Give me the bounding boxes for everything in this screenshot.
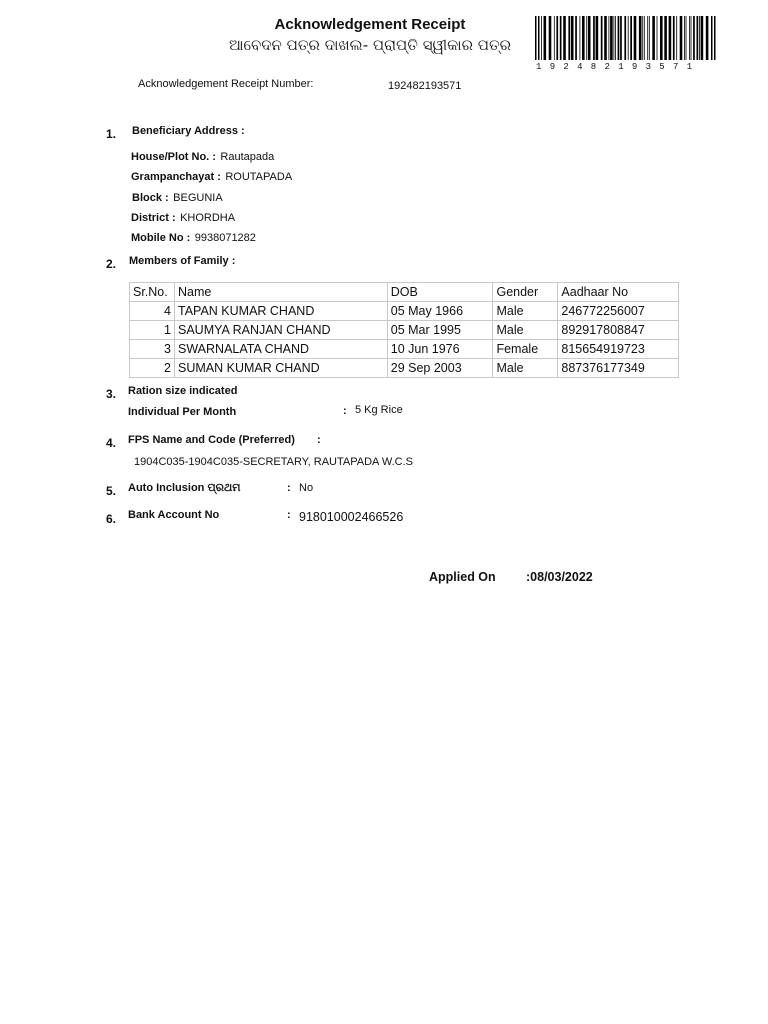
- district-value: KHORDHA: [180, 212, 236, 224]
- grampanchayat-value: ROUTAPADA: [225, 171, 293, 183]
- cell-srno: 3: [130, 340, 175, 359]
- barcode-bar: [657, 16, 658, 60]
- barcode-bar: [582, 16, 585, 60]
- members-table: [129, 282, 679, 378]
- ration-size-value: 5 Kg Rice: [355, 404, 403, 416]
- barcode-bar: [541, 16, 542, 60]
- page-title: Acknowledgement Receipt: [274, 16, 466, 33]
- house-label: House/Plot No. :: [131, 151, 216, 163]
- page-subtitle-odia: ଆବେଦନ ପତ୍ର ଦାଖଲ- ପ୍ରାପ୍ତି ସ୍ୱୀକାର ପତ୍ର: [228, 36, 512, 54]
- barcode-bar: [620, 16, 622, 60]
- bank-account-value: 918010002466526: [299, 510, 404, 524]
- barcode-bar: [580, 16, 581, 60]
- cell-srno: 1: [130, 321, 175, 340]
- barcode-bar: [593, 16, 595, 60]
- cell-aadhaar: 815654919723: [558, 340, 679, 359]
- barcode-bar: [652, 16, 655, 60]
- barcode-bar: [615, 16, 616, 60]
- mobile-row: [131, 228, 256, 246]
- section-4-number: 4.: [106, 436, 117, 450]
- barcode-bar: [575, 16, 577, 60]
- barcode-bar: [624, 16, 626, 60]
- barcode-bar: [586, 16, 587, 60]
- block-row: [132, 188, 223, 206]
- barcode-bar: [649, 16, 650, 60]
- fps-title: FPS Name and Code (Preferred): [128, 434, 295, 446]
- barcode-bar: [634, 16, 637, 60]
- cell-dob: 29 Sep 2003: [387, 359, 493, 378]
- cell-gender: Female: [493, 340, 558, 359]
- barcode-bar: [535, 16, 537, 60]
- barcode-bar: [628, 16, 629, 60]
- barcode-image: [534, 16, 716, 66]
- column-header-aadhaar: Aadhaar No: [558, 283, 679, 302]
- table-row: [130, 321, 679, 340]
- mobile-label: Mobile No :: [131, 232, 191, 244]
- column-header-dob: DOB: [387, 283, 493, 302]
- barcode-bar: [660, 16, 663, 60]
- bank-account-title: Bank Account No: [128, 509, 220, 521]
- barcode-bar: [604, 16, 607, 60]
- cell-aadhaar: 887376177349: [558, 359, 679, 378]
- barcode-bar: [639, 16, 642, 60]
- cell-aadhaar: 892917808847: [558, 321, 679, 340]
- auto-inclusion-title: Auto Inclusion ପ୍ରଥମ: [128, 482, 241, 494]
- barcode-bar: [544, 16, 547, 60]
- table-row: [130, 302, 679, 321]
- ration-size-title: Ration size indicated: [128, 385, 238, 397]
- cell-dob: 05 May 1966: [387, 302, 493, 321]
- beneficiary-address-title: Beneficiary Address :: [132, 125, 245, 137]
- bank-account-colon: :: [287, 509, 291, 521]
- cell-srno: 2: [130, 359, 175, 378]
- block-value: BEGUNIA: [173, 192, 223, 204]
- barcode-bar: [706, 16, 709, 60]
- barcode-bar: [610, 16, 613, 60]
- fps-value: 1904C035-1904C035-SECRETARY, RAUTAPADA W.C.S: [134, 456, 413, 468]
- barcode-bar: [560, 16, 562, 60]
- barcode-bar: [642, 16, 643, 60]
- receipt-number-value: 192482193571: [388, 80, 462, 92]
- barcode-bar: [601, 16, 603, 60]
- block-label: Block :: [132, 192, 169, 204]
- barcode-bar: [596, 16, 599, 60]
- barcode-bar: [568, 16, 570, 60]
- cell-gender: Male: [493, 359, 558, 378]
- barcode-bar: [689, 16, 690, 60]
- barcode-bar: [664, 16, 667, 60]
- barcode-bar: [647, 16, 648, 60]
- section-2-number: 2.: [106, 257, 117, 271]
- auto-inclusion-value: No: [299, 482, 314, 494]
- table-header-row: [130, 283, 679, 302]
- barcode-bar: [588, 16, 591, 60]
- barcode-bar: [711, 16, 713, 60]
- cell-name: TAPAN KUMAR CHAND: [175, 302, 388, 321]
- cell-dob: 10 Jun 1976: [387, 340, 493, 359]
- individual-per-month-label: Individual Per Month: [128, 406, 237, 418]
- barcode-bar: [614, 16, 615, 60]
- cell-gender: Male: [493, 321, 558, 340]
- barcode-bar: [673, 16, 675, 60]
- barcode-digits: 192482193571: [536, 62, 701, 72]
- applied-on-value: :08/03/2022: [526, 570, 593, 584]
- cell-gender: Male: [493, 302, 558, 321]
- mobile-value: 9938071282: [194, 232, 256, 244]
- table-row: [130, 359, 679, 378]
- auto-inclusion-colon: :: [287, 482, 291, 494]
- cell-dob: 05 Mar 1995: [387, 321, 493, 340]
- members-of-family-title: Members of Family :: [129, 255, 236, 267]
- barcode-bar: [556, 16, 558, 60]
- barcode-bar: [563, 16, 566, 60]
- barcode-bar: [644, 16, 645, 60]
- receipt-number-label: Acknowledgement Receipt Number:: [138, 78, 314, 90]
- column-header-gender: Gender: [493, 283, 558, 302]
- barcode-bar: [697, 16, 699, 60]
- barcode-bar: [693, 16, 695, 60]
- district-label: District :: [131, 212, 176, 224]
- barcode-bar: [538, 16, 540, 60]
- barcode-bar: [571, 16, 574, 60]
- barcode-bar: [691, 16, 692, 60]
- barcode-bar: [630, 16, 632, 60]
- barcode-bar: [714, 16, 716, 60]
- grampanchayat-label: Grampanchayat :: [131, 171, 221, 183]
- fps-colon: :: [317, 434, 321, 446]
- cell-name: SAUMYA RANJAN CHAND: [175, 321, 388, 340]
- house-value: Rautapada: [220, 151, 275, 163]
- section-1-number: 1.: [106, 127, 117, 141]
- grampanchayat-row: [131, 167, 292, 185]
- house-row: [131, 147, 274, 165]
- barcode-bar: [676, 16, 677, 60]
- applied-on-label: Applied On: [429, 570, 496, 584]
- barcode-bar: [554, 16, 555, 60]
- barcode-bar: [618, 16, 620, 60]
- column-header-srno: Sr.No.: [130, 283, 175, 302]
- barcode-bar: [680, 16, 683, 60]
- barcode-bar: [686, 16, 687, 60]
- barcode-bar: [701, 16, 704, 60]
- barcode-bar: [669, 16, 672, 60]
- section-5-number: 5.: [106, 484, 117, 498]
- district-row: [131, 208, 235, 226]
- cell-srno: 4: [130, 302, 175, 321]
- cell-aadhaar: 246772256007: [558, 302, 679, 321]
- column-header-name: Name: [175, 283, 388, 302]
- cell-name: SUMAN KUMAR CHAND: [175, 359, 388, 378]
- barcode-bar: [699, 16, 700, 60]
- section-6-number: 6.: [106, 512, 117, 526]
- barcode-bar: [609, 16, 610, 60]
- table-row: [130, 340, 679, 359]
- barcode-bar: [549, 16, 552, 60]
- ration-size-colon: :: [343, 405, 347, 417]
- section-3-number: 3.: [106, 387, 117, 401]
- barcode-bar: [684, 16, 685, 60]
- cell-name: SWARNALATA CHAND: [175, 340, 388, 359]
